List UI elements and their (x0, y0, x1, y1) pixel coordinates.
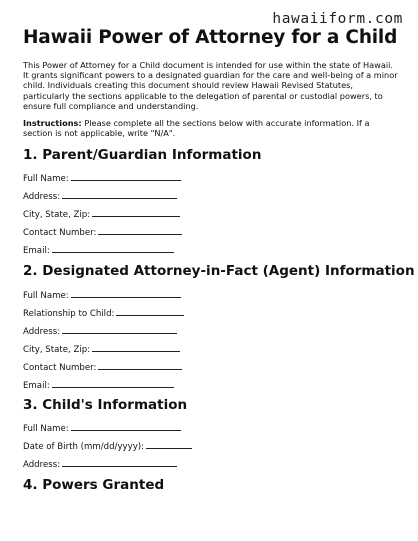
field-address (23, 190, 177, 202)
field-agent-email (23, 379, 174, 391)
fill-line[interactable] (62, 458, 177, 467)
fill-line[interactable] (98, 361, 182, 370)
field-label: Contact Number: (23, 363, 97, 373)
fill-line[interactable] (62, 325, 177, 334)
fill-line[interactable] (52, 244, 174, 253)
field-child-full-name (23, 422, 181, 434)
field-email (23, 244, 174, 256)
document-title: Hawaii Power of Attorney for a Child (23, 27, 398, 48)
section-heading-child: 3. Child's Information (23, 397, 188, 413)
fill-line[interactable] (92, 208, 180, 217)
fill-line[interactable] (71, 289, 181, 298)
fill-line[interactable] (71, 422, 181, 431)
field-label: Date of Birth (mm/dd/yyyy): (23, 442, 145, 452)
field-full-name (23, 172, 181, 184)
fill-line[interactable] (62, 190, 177, 199)
field-label: Contact Number: (23, 228, 97, 238)
intro-paragraph: This Power of Attorney for a Child document is intended for use within the state of Hawaii. It grants significant powers to a designated guardian for the care and well-being of a minor child. Individuals creating this document should review Hawaii Revised Statutes, particularly the sections applicable to the delegation of parental or custodial powers, to ensure full compliance and understanding. (23, 60, 398, 111)
field-label: Address: (23, 192, 61, 202)
field-child-address (23, 458, 177, 470)
section-heading-parent-guardian: 1. Parent/Guardian Information (23, 147, 262, 163)
fill-line[interactable] (92, 343, 180, 352)
field-label: City, State, Zip: (23, 345, 91, 355)
section-heading-agent: 2. Designated Attorney-in-Fact (Agent) Information (23, 263, 415, 279)
instructions-paragraph (23, 118, 399, 138)
field-label: Full Name: (23, 291, 69, 301)
fill-line[interactable] (71, 172, 181, 181)
fill-line[interactable] (52, 379, 174, 388)
site-watermark: hawaiiform.com (272, 11, 403, 27)
field-agent-address (23, 325, 177, 337)
field-date-of-birth (23, 440, 192, 452)
field-label: Email: (23, 246, 50, 256)
field-agent-contact-number (23, 361, 182, 373)
instructions-label: Instructions: (23, 118, 82, 128)
field-city-state-zip (23, 208, 180, 220)
field-contact-number (23, 226, 182, 238)
field-label: Full Name: (23, 174, 69, 184)
section-heading-powers-granted: 4. Powers Granted (23, 477, 165, 493)
field-label: Email: (23, 381, 50, 391)
field-relationship-to-child (23, 307, 184, 319)
field-label: Address: (23, 327, 61, 337)
field-agent-full-name (23, 289, 181, 301)
instructions-text: Please complete all the sections below with accurate information. If a section is not applicable, write "N/A". (23, 118, 370, 139)
field-label: City, State, Zip: (23, 210, 91, 220)
fill-line[interactable] (116, 307, 184, 316)
field-label: Address: (23, 460, 61, 470)
field-agent-city-state-zip (23, 343, 180, 355)
field-label: Relationship to Child: (23, 309, 115, 319)
field-label: Full Name: (23, 424, 69, 434)
fill-line[interactable] (98, 226, 182, 235)
fill-line[interactable] (146, 440, 192, 449)
